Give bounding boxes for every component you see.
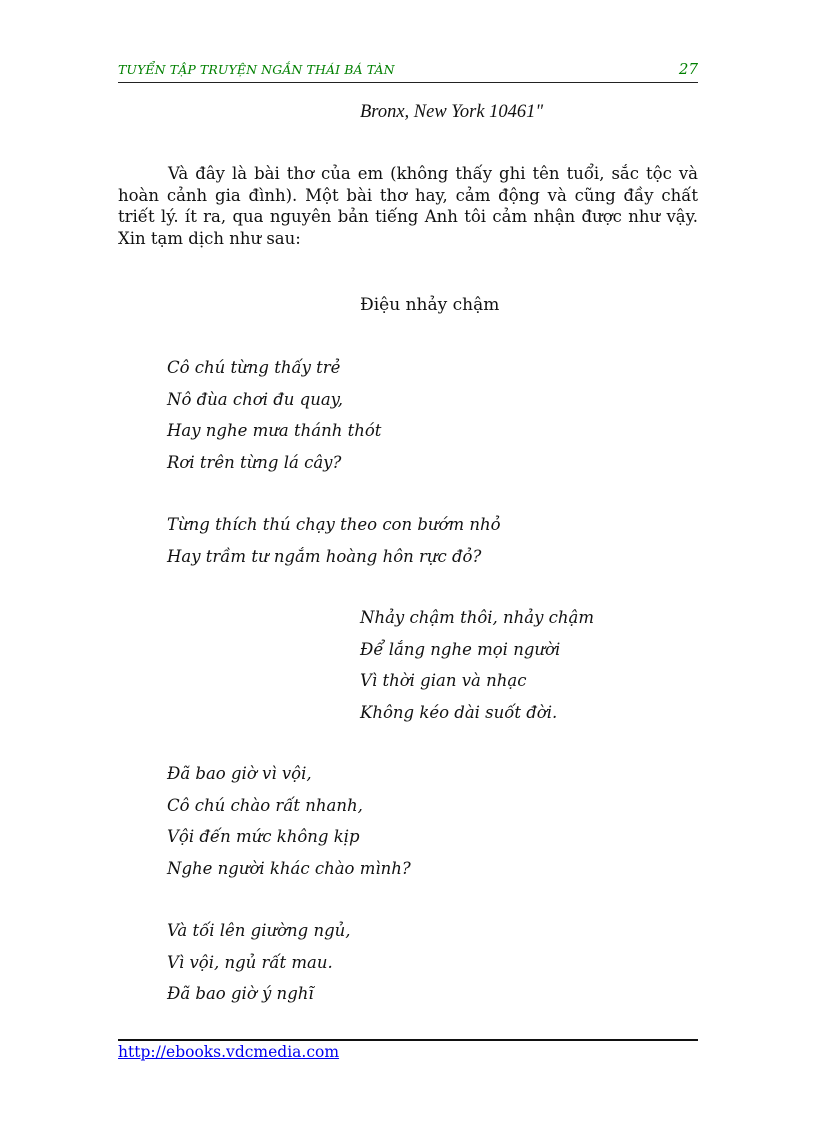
poem-line: Hay nghe mưa thánh thót	[167, 421, 382, 440]
poem-line: Nô đùa chơi đu quay,	[167, 389, 344, 409]
poem-line: Rơi trên từng lá cây?	[167, 452, 342, 472]
poem-line: Cô chú chào rất nhanh,	[167, 795, 363, 815]
poem-stanza-4	[167, 758, 411, 884]
poem-stanza-1	[167, 352, 381, 478]
poem-line: Để lắng nghe mọi người	[360, 639, 561, 659]
letter-signature-address: Bronx, New York 10461"	[360, 102, 544, 122]
intro-paragraph: Và đây là bài thơ của em (không thấy ghi tên tuổi, sắc tộc và hoàn cảnh gia đình). Một bài thơ hay, cảm động và cũng đầy chất triết lý. ít ra, qua nguyên bản tiếng Anh tôi cảm nhận được như vậy. Xin tạm dịch như sau:	[118, 164, 698, 248]
poem-line: Vì thời gian và nhạc	[360, 671, 527, 690]
poem-line: Không kéo dài suốt đời.	[360, 702, 558, 722]
header-divider	[118, 82, 698, 83]
poem-line: Nhảy chậm thôi, nhảy chậm	[360, 608, 595, 627]
poem-line: Nghe người khác chào mình?	[167, 858, 411, 878]
header-book-title: TUYỂN TẬP TRUYỆN NGẮN THÁI BÁ TÀN	[118, 62, 395, 77]
page-number: 27	[678, 60, 698, 78]
poem-line: Đã bao giờ vì vội,	[167, 764, 312, 783]
poem-line: Đã bao giờ ý nghĩ	[167, 984, 314, 1003]
poem-stanza-5	[167, 915, 351, 1010]
poem-stanza-2	[167, 509, 501, 572]
poem-refrain-stanza	[360, 602, 594, 728]
poem-title: Điệu nhảy chậm	[360, 295, 500, 315]
poem-line: Cô chú từng thấy trẻ	[167, 358, 341, 377]
running-header	[118, 60, 698, 82]
poem-line: Vội đến mức không kịp	[167, 827, 360, 846]
footer-divider	[118, 1039, 698, 1041]
footer-website-link[interactable]: http://ebooks.vdcmedia.com	[118, 1043, 340, 1061]
poem-line: Và tối lên giường ngủ,	[167, 921, 351, 940]
poem-line: Hay trầm tư ngắm hoàng hôn rực đỏ?	[167, 546, 482, 566]
poem-line: Từng thích thú chạy theo con bướm nhỏ	[167, 515, 501, 534]
poem-line: Vì vội, ngủ rất mau.	[167, 952, 333, 972]
